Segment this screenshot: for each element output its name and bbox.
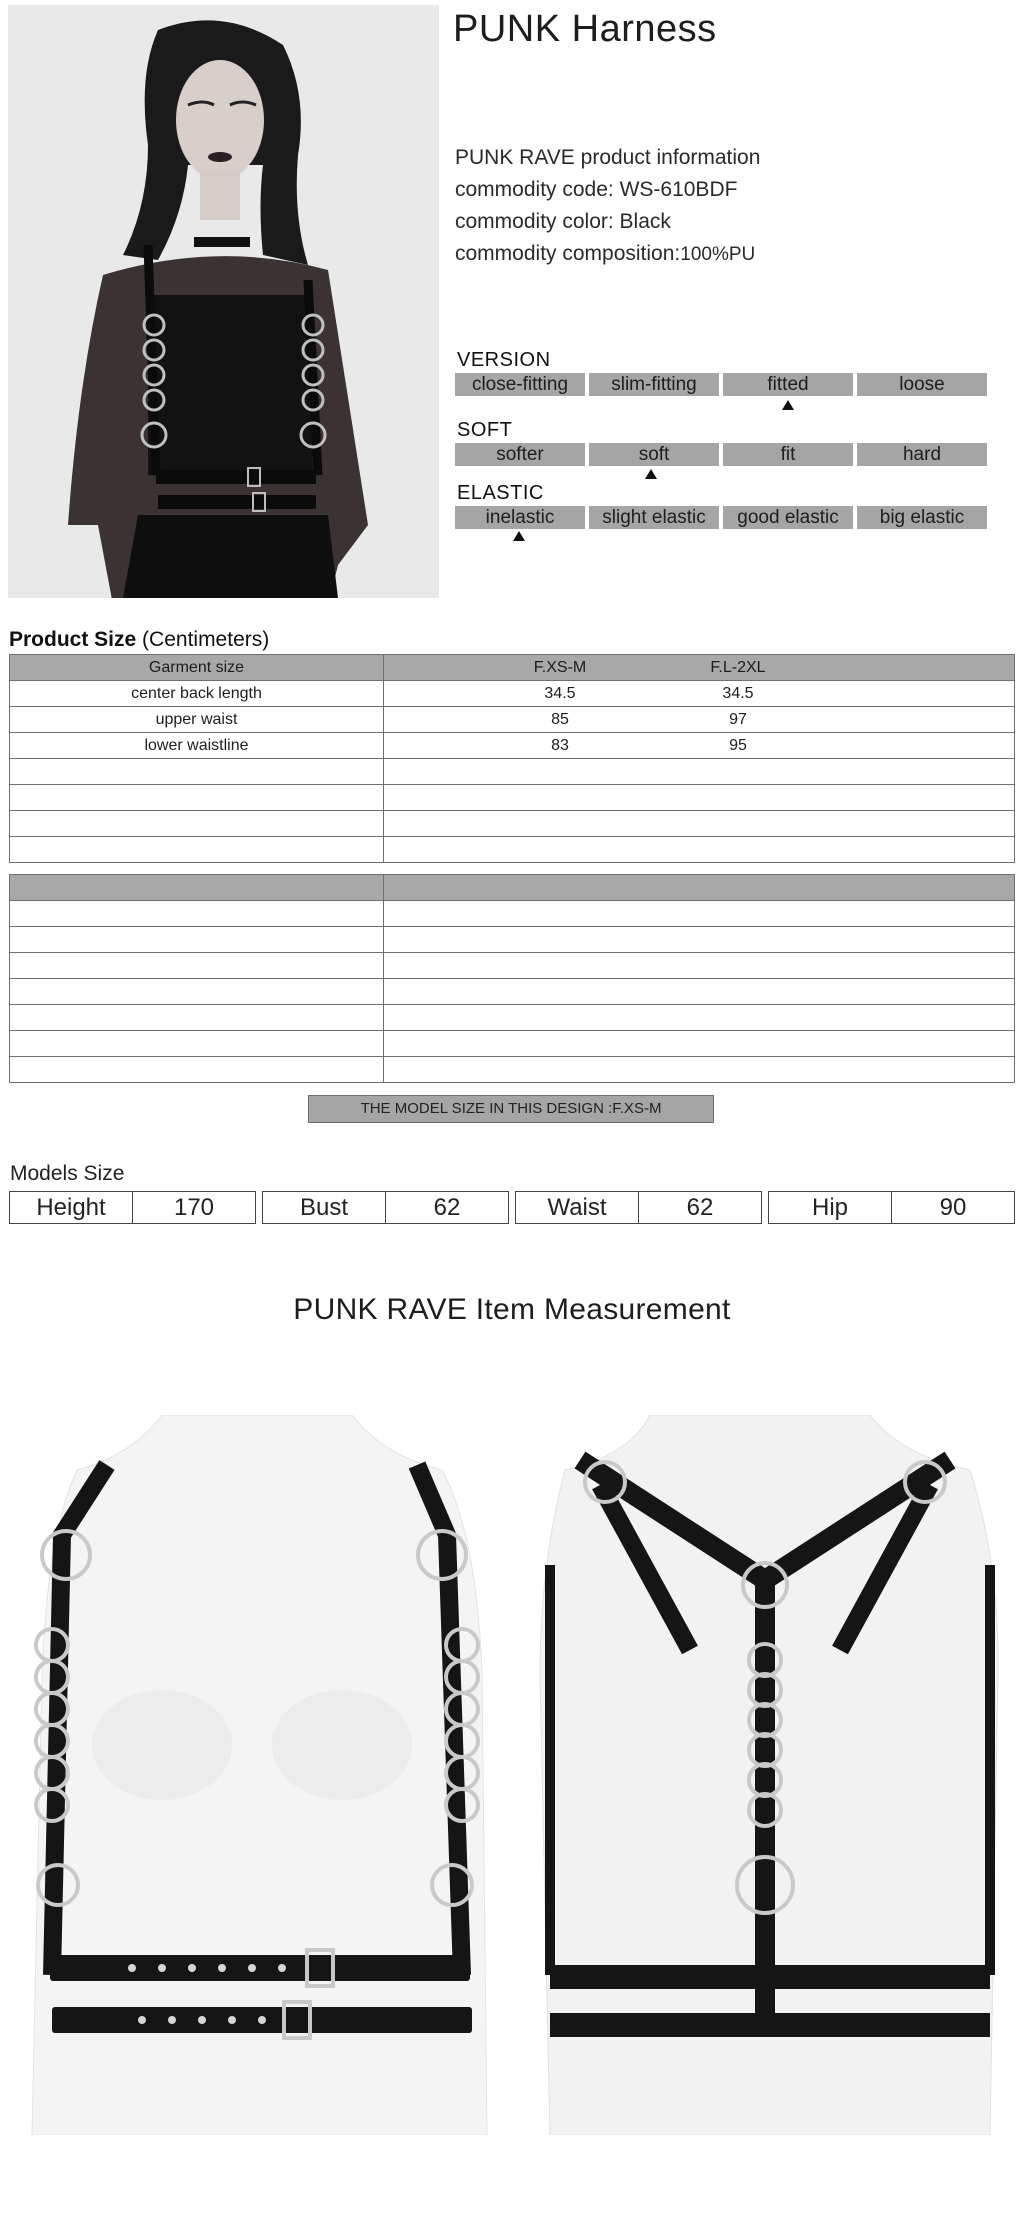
info-code (455, 174, 760, 206)
row-value: 83 (551, 736, 569, 754)
models-size-row (9, 1191, 1015, 1224)
header-cell: F.XS-M (533, 658, 587, 676)
soft-label: SOFT (457, 419, 513, 441)
elastic-option: big elastic (857, 506, 987, 529)
models-size-label: Height (36, 1194, 106, 1221)
models-size-item (262, 1191, 509, 1224)
table-row (10, 681, 1015, 707)
version-scale (455, 373, 987, 396)
row-values (384, 681, 1015, 707)
soft-option: softer (455, 443, 585, 466)
row-label: upper waist (10, 707, 384, 733)
table-row-empty (10, 1057, 1015, 1083)
row-label: lower waistline (10, 733, 384, 759)
table-row (10, 707, 1015, 733)
models-size-title: Models Size (10, 1162, 125, 1185)
elastic-selected-marker-icon (513, 531, 525, 541)
measurement-title: PUNK RAVE Item Measurement (293, 1293, 731, 1326)
version-label: VERSION (457, 349, 551, 371)
info-color (455, 206, 760, 238)
version-selected-marker-icon (782, 400, 794, 410)
product-size-title: Product Size (9, 628, 137, 651)
models-size-item (768, 1191, 1015, 1224)
table-row-empty (10, 979, 1015, 1005)
info-composition (455, 238, 760, 271)
model-size-note: THE MODEL SIZE IN THIS DESIGN :F.XS-M (308, 1095, 714, 1123)
elastic-option: inelastic (455, 506, 585, 529)
table-row-empty (10, 837, 1015, 863)
soft-selected-marker-icon (645, 469, 657, 479)
row-label: center back length (10, 681, 384, 707)
row-value: 34.5 (722, 684, 754, 702)
models-size-item (515, 1191, 762, 1224)
code-label: commodity code: (455, 178, 620, 201)
table-row-empty (10, 1031, 1015, 1057)
soft-scale (455, 443, 987, 466)
models-size-value: 90 (891, 1192, 1014, 1223)
product-size-heading (9, 628, 269, 652)
soft-option: soft (589, 443, 719, 466)
elastic-label: ELASTIC (457, 482, 544, 504)
table-row (10, 733, 1015, 759)
soft-option: hard (857, 443, 987, 466)
version-option: loose (857, 373, 987, 396)
harness-front-photo (22, 1415, 498, 2135)
row-value: 85 (551, 710, 569, 728)
row-value: 97 (729, 710, 747, 728)
soft-option: fit (723, 443, 853, 466)
models-size-value: 170 (132, 1192, 255, 1223)
row-values (384, 707, 1015, 733)
size-table-header (10, 655, 1015, 681)
composition-label: commodity composition: (455, 242, 681, 265)
code-value: WS-610BDF (619, 178, 738, 201)
table-row-empty (10, 811, 1015, 837)
table-row-empty (10, 901, 1015, 927)
elastic-option: good elastic (723, 506, 853, 529)
table-row-empty (10, 927, 1015, 953)
version-option: close-fitting (455, 373, 585, 396)
version-option: slim-fitting (589, 373, 719, 396)
color-label: commodity color: (455, 210, 620, 233)
header-cell: Garment size (10, 655, 384, 681)
row-value: 95 (729, 736, 747, 754)
version-option: fitted (723, 373, 853, 396)
elastic-option: slight elastic (589, 506, 719, 529)
elastic-scale (455, 506, 987, 529)
models-size-label: Waist (547, 1194, 607, 1221)
table-header-empty (10, 875, 1015, 901)
models-size-value: 62 (638, 1192, 761, 1223)
table-row-empty (10, 953, 1015, 979)
composition-value: 100%PU (680, 244, 756, 265)
product-size-unit: (Centimeters) (142, 628, 270, 651)
info-heading: PUNK RAVE product information (455, 146, 761, 169)
secondary-size-table (9, 874, 1015, 1083)
header-sizes (384, 655, 1015, 681)
row-values (384, 733, 1015, 759)
table-row-empty (10, 1005, 1015, 1031)
product-title: PUNK Harness (453, 8, 717, 50)
models-size-value: 62 (385, 1192, 508, 1223)
header-cell: F.L-2XL (710, 658, 766, 676)
model-photo (8, 5, 439, 598)
table-row-empty (10, 759, 1015, 785)
row-value: 34.5 (544, 684, 576, 702)
models-size-label: Bust (299, 1194, 349, 1221)
models-size-item (9, 1191, 256, 1224)
harness-back-photo (520, 1415, 1010, 2135)
color-value: Black (619, 210, 671, 233)
size-table (9, 654, 1015, 863)
models-size-label: Hip (811, 1194, 848, 1221)
product-info (455, 142, 760, 271)
table-row-empty (10, 785, 1015, 811)
